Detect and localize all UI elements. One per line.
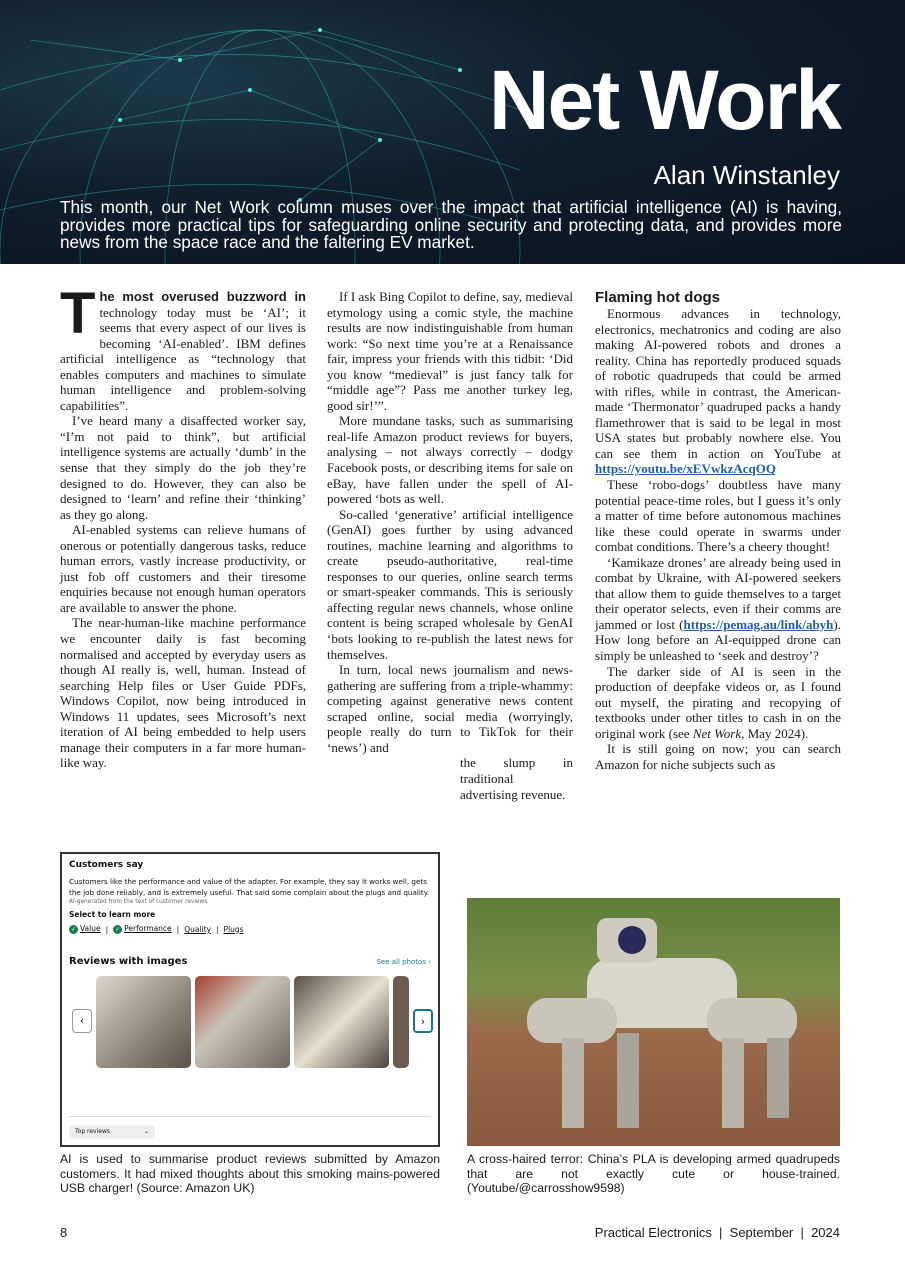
youtube-link[interactable]: https://youtu.be/xEVwkzAcqOQ bbox=[595, 461, 776, 477]
paragraph: If I ask Bing Copilot to define, say, medieval etymology using a comic style, the machine results are now indistinguishable from human work: “So next time you’re at a Renaissance fair, impress your friends with this tidbit: ‘Did you know “medieval” is just fancy talk for “middle age”? Pass me another turkey leg, good sir!’”. bbox=[327, 289, 573, 413]
amazon-caption: AI is used to summarise product reviews submitted by Amazon customers. It had mixed thoughts about this smoking mains-powered USB charger! (Source: Amazon UK) bbox=[60, 1152, 440, 1195]
paragraph bbox=[595, 664, 841, 742]
column-1 bbox=[60, 281, 306, 771]
intro-text: This month, our Net Work column muses over the impact that artificial intelligence (AI) is having, provides more practical tips for safeguarding online security and protecting data, and provides more news from the space race and the faltering EV market. bbox=[60, 197, 842, 252]
robot-illustration bbox=[467, 898, 840, 1146]
column-title: Net Work bbox=[488, 53, 840, 147]
paragraph-text: ‘Kamikaze drones’ are already being used in combat by Ukraine, with AI-powered seekers that allow them to guide themselves to a target their operator selects, even if their comms are jammed or lost ( bbox=[595, 554, 841, 632]
chevron-down-icon: ⌄ bbox=[143, 1128, 149, 1135]
reviews-images-heading: Reviews with images bbox=[69, 956, 188, 967]
paragraph: The near-human-like machine performance we encounter daily is fast becoming normalised and accepted by everyday users as though AI really is, well, human. Instead of searching Help files or User Guide PDFs, Windows Copilot, now being introduced in Windows 11 updates, sees Microsoft’s next iteration of AI being embedded to help users manage their computers in a far more human-like way. bbox=[60, 615, 306, 771]
review-summary: Customers like the performance and value of the adapter. For example, they say it works well, gets the job done reliably, and is extremely useful. That said some complain about the plugs and quality. bbox=[69, 877, 430, 897]
robot-dog-photo bbox=[467, 898, 840, 1146]
customers-say-heading: Customers say bbox=[69, 860, 144, 870]
review-photo[interactable] bbox=[195, 976, 290, 1068]
review-photo[interactable] bbox=[294, 976, 389, 1068]
column-3 bbox=[595, 289, 841, 772]
check-icon: ✓ bbox=[115, 926, 121, 933]
pemag-link[interactable]: https://pemag.au/link/abyh bbox=[683, 616, 834, 632]
review-photo[interactable] bbox=[96, 976, 191, 1068]
paragraph-tail: the slump in traditional advertising revenue. bbox=[460, 755, 573, 802]
paragraph: More mundane tasks, such as summarising real-life Amazon product reviews for buyers, analysing – not always correctly – dodgy Facebook posts, or describing items for sale on eBay, have fallen under the spell of AI-powered ‘bots as well. bbox=[327, 413, 573, 507]
paragraph-text: technology today must be ‘AI’; it seems that every aspect of our lives is becoming ‘AI-enabled’. IBM defines artificial intelligence as “technology that enables computers and machines to simulate human intelligence and problem-solving capabilities”. bbox=[60, 304, 306, 413]
paragraph: AI-enabled systems can relieve humans of onerous or potentially dangerous tasks, reduce human errors, vastly increase productivity, or just fob off customers and their tiresome enquiries because not enough human operators are available to answer the phone. bbox=[60, 522, 306, 615]
paragraph-text: The darker side of AI is seen in the production of deepfake videos or, as I found out myself, the pirating and recopying of textbooks under other titles to cash in on the original work (see bbox=[595, 663, 841, 741]
paragraph: So-called ‘generative’ artificial intelligence (GenAI) goes further by using advanced routines, machine learning and algorithms to create pseudo-authoritative, real-time responses to our queries, online search terms or smart-speaker commands. This is seriously affecting regular news channels, whose online content is being scraped wholesale by GenAI ‘bots looking to re-publish the latest news for themselves. bbox=[327, 506, 573, 662]
chip-quality[interactable]: Quality bbox=[184, 924, 212, 934]
check-icon: ✓ bbox=[70, 926, 77, 933]
aspect-chips: ✓ Value | ✓ Performance | Quality | Plugs bbox=[70, 924, 244, 934]
author-name: Alan Winstanley bbox=[653, 160, 840, 190]
paragraph: In turn, local news journalism and news-gathering are suffering from a triple-whammy: competing against generative news content scraped online, social media (worryingly, people really do turn to TikTok for their ‘news’) and bbox=[327, 662, 573, 755]
chip-plugs[interactable]: Plugs bbox=[223, 924, 244, 934]
lead-in: he most overused buzzword in bbox=[99, 289, 306, 304]
image-carousel bbox=[69, 976, 431, 1068]
dropcap: T bbox=[60, 281, 96, 346]
chip-value[interactable]: ✓ Value bbox=[70, 924, 101, 933]
sort-dropdown[interactable]: Top reviews ⌄ bbox=[69, 1125, 155, 1139]
paragraph: These ‘robo-dogs’ doubtless have many potential peace-time roles, but I guess it’s only a matter of time before autonomous machines like these could operate in swarms under combat conditions. There’s a cheery thought! bbox=[595, 477, 841, 555]
robot-caption: A cross-haired terror: China’s PLA is developing armed quadrupeds that are not exactly cute or house-trained. (Youtube/@carrosshow9598) bbox=[467, 1152, 840, 1195]
amazon-reviews-screenshot bbox=[60, 852, 440, 1147]
header-banner bbox=[0, 0, 905, 264]
section-heading: Flaming hot dogs bbox=[595, 289, 720, 306]
paragraph-text: Enormous advances in technology, electronics, mechatronics and coding are also making AI-powered robots and drones a reality. China has reportedly produced squads of robotic quadrupeds that could be armed with rifles, while in contrast, the American-made ‘Thermonator’ quadruped packs a handy flamethrower that is said to be legal in most USA states but probably nowhere else. You can see them in action on YouTube at bbox=[595, 306, 841, 461]
carousel-next-button[interactable]: › bbox=[413, 1009, 433, 1033]
review-photo[interactable] bbox=[393, 976, 409, 1068]
ai-note: AI-generated from the text of customer reviews bbox=[69, 899, 208, 905]
publication-footer: Practical Electronics | September | 2024 bbox=[594, 1225, 840, 1240]
column-2 bbox=[327, 289, 573, 802]
paragraph bbox=[595, 306, 841, 477]
italic-title: Net Work bbox=[692, 725, 742, 741]
see-all-photos-link[interactable]: See all photos › bbox=[376, 958, 431, 966]
carousel-prev-button[interactable]: ‹ bbox=[72, 1009, 92, 1033]
page-number: 8 bbox=[60, 1225, 68, 1240]
chip-performance[interactable]: ✓ Performance bbox=[115, 924, 172, 933]
paragraph: I’ve heard many a disaffected worker say, “I’m not paid to think”, but artificial intelligence systems are actually ‘dumb’ in the sense that they simply do the job they’re designed to do. However, they can also be designed to ‘learn’ and refine their ‘thinking’ as they go along. bbox=[60, 413, 306, 522]
paragraph-text: ). How long before an AI-equipped drone can simply be unleashed to ‘seek and destroy’? bbox=[595, 616, 841, 664]
paragraph bbox=[595, 555, 841, 664]
paragraph-text: , May 2024). bbox=[741, 725, 809, 741]
paragraph: It is still going on now; you can search Amazon for niche subjects such as bbox=[595, 741, 841, 772]
select-label: Select to learn more bbox=[69, 910, 156, 919]
paragraph bbox=[60, 281, 306, 413]
